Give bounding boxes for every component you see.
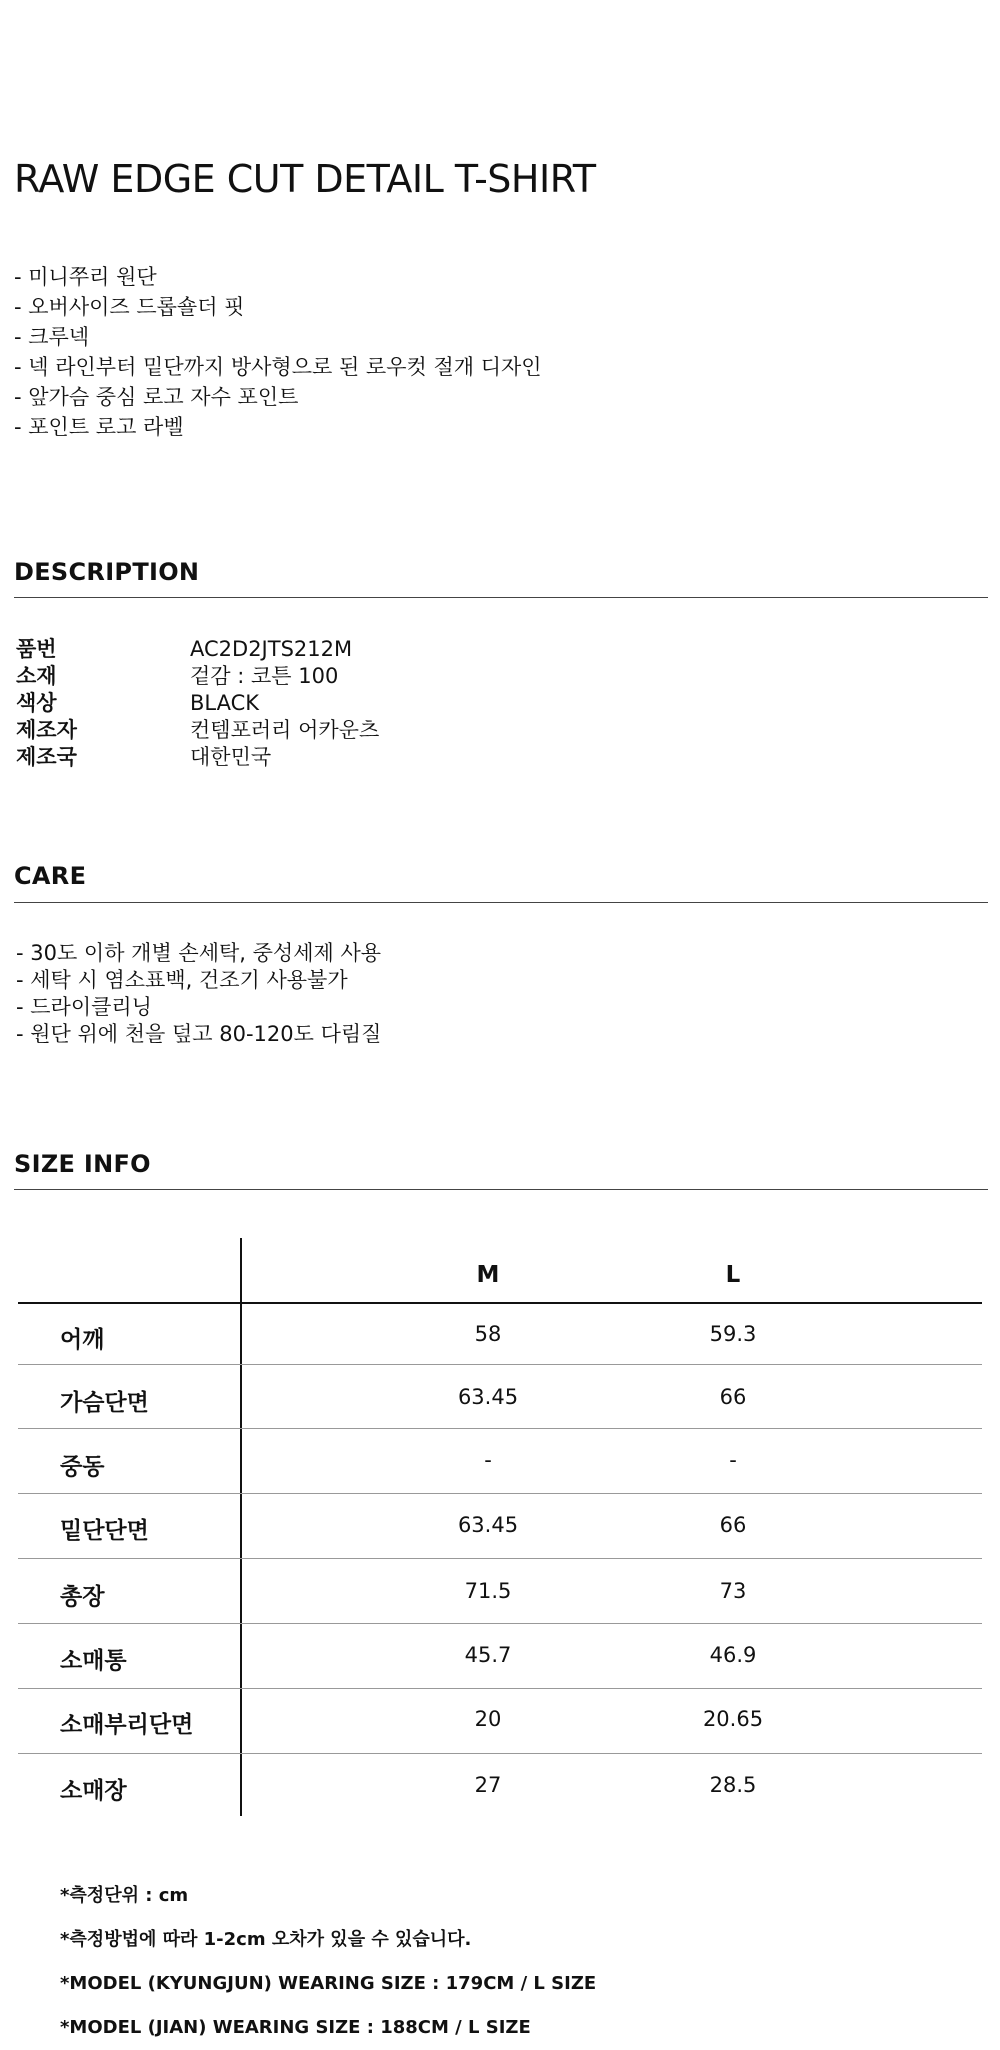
description-value: AC2D2JTS212M [190,637,353,661]
care-item: - 세탁 시 염소표백, 건조기 사용불가 [16,968,348,992]
size-value-l: 66 [719,1385,747,1409]
feature-item: - 넥 라인부터 밑단까지 방사형으로 된 로우컷 절개 디자인 [14,355,542,379]
description-label: 품번 [16,637,57,661]
size-row-label: 중동 [60,1454,105,1480]
size-row-divider [18,1428,982,1429]
description-row [16,636,379,663]
size-table-header-rule [18,1302,982,1304]
care-divider [14,902,988,903]
size-notes [60,1874,596,2050]
size-row-label: 총장 [60,1584,105,1610]
size-value-m: 27 [474,1773,502,1797]
size-value-m: 71.5 [464,1579,512,1603]
size-row-label: 밑단단면 [60,1518,149,1544]
size-row-label: 소매부리단면 [60,1712,194,1738]
size-note: *MODEL (JIAN) WEARING SIZE : 188CM / L SIZE [60,2017,531,2038]
description-heading: DESCRIPTION [14,558,200,586]
feature-item: - 미니쭈리 원단 [14,265,157,289]
size-row-divider [18,1688,982,1689]
size-row-divider [18,1364,982,1365]
description-row [16,690,379,717]
size-note: *측정단위 : cm [60,1885,189,1906]
size-value-l: - [729,1448,737,1472]
description-label: 제조국 [16,745,77,769]
care-heading: CARE [14,862,87,890]
description-divider [14,597,988,598]
size-row-divider [18,1493,982,1494]
size-value-l: 59.3 [709,1322,757,1346]
description-value: 대한민국 [190,745,272,769]
description-label: 색상 [16,691,57,715]
product-title: RAW EDGE CUT DETAIL T-SHIRT [14,157,596,201]
size-table-column-divider [240,1238,242,1816]
care-list [16,940,381,1048]
description-row [16,663,379,690]
size-value-m: 58 [474,1322,502,1346]
feature-item: - 오버사이즈 드롭숄더 핏 [14,295,245,319]
description-value: 컨템포러리 어카운츠 [190,718,380,742]
size-value-l: 28.5 [709,1773,757,1797]
size-value-l: 73 [719,1579,747,1603]
size-info-divider [14,1189,988,1190]
care-item: - 30도 이하 개별 손세탁, 중성세제 사용 [16,941,382,965]
description-value: BLACK [190,691,260,715]
size-column-m: M [476,1262,500,1288]
size-row-divider [18,1623,982,1624]
size-value-m: - [484,1448,492,1472]
size-value-m: 63.45 [457,1385,519,1409]
size-info-heading: SIZE INFO [14,1150,151,1178]
feature-list [14,262,542,442]
size-row-label: 가슴단면 [60,1390,149,1416]
care-item: - 드라이클리닝 [16,995,152,1019]
feature-item: - 앞가슴 중심 로고 자수 포인트 [14,385,299,409]
size-value-m: 63.45 [457,1513,519,1537]
description-list [16,636,379,771]
size-value-l: 46.9 [709,1643,757,1667]
size-value-l: 20.65 [702,1707,764,1731]
feature-item: - 크루넥 [14,325,90,349]
description-label: 소재 [16,664,57,688]
size-value-m: 45.7 [464,1643,512,1667]
size-note: *MODEL (KYUNGJUN) WEARING SIZE : 179CM / L SIZE [60,1973,597,1994]
description-row [16,744,379,771]
description-value: 겉감 : 코튼 100 [190,664,339,688]
feature-item: - 포인트 로고 라벨 [14,415,184,439]
size-row-label: 소매장 [60,1778,127,1804]
size-column-l: L [725,1262,741,1288]
size-value-m: 20 [474,1707,502,1731]
size-value-l: 66 [719,1513,747,1537]
size-note: *측정방법에 따라 1-2cm 오차가 있을 수 있습니다. [60,1929,472,1950]
description-label: 제조자 [16,718,77,742]
description-row [16,717,379,744]
care-item: - 원단 위에 천을 덮고 80-120도 다림질 [16,1022,382,1046]
size-row-divider [18,1558,982,1559]
size-row-label: 어깨 [60,1327,105,1353]
size-row-divider [18,1753,982,1754]
size-row-label: 소매통 [60,1648,127,1674]
